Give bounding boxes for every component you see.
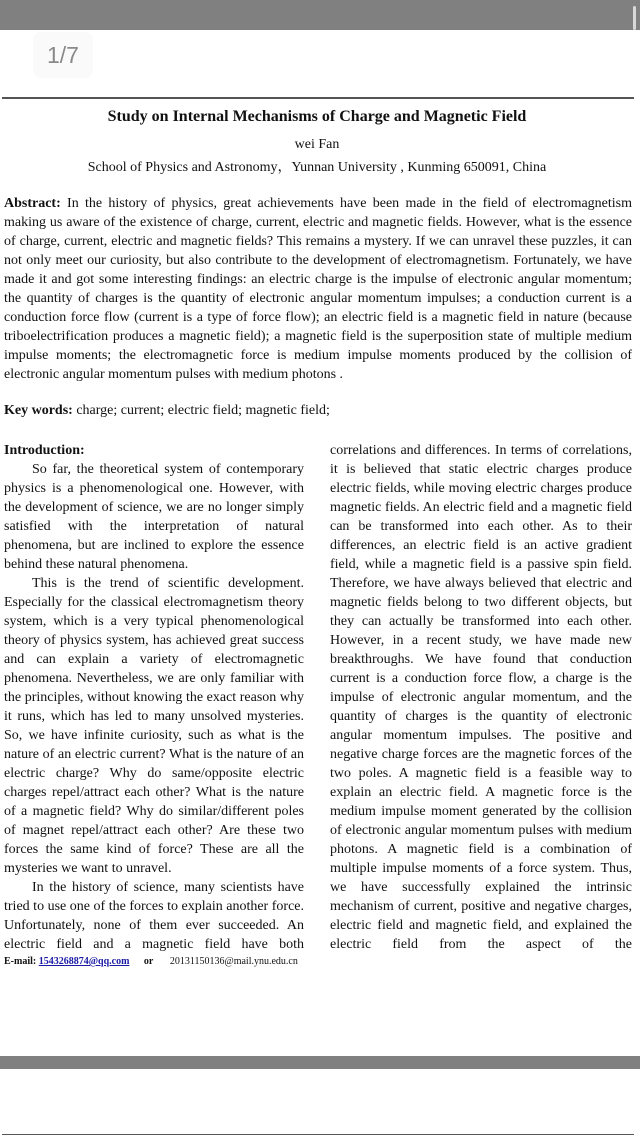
paper-author: wei Fan [294,137,340,152]
keywords-label: Key words: [4,403,73,418]
body-paragraph: So far, the theoretical system of contemporary physics is a phenomenological one. However, with the development of science, we are no longer simply satisfied with the interpretation of natural phenomena, but are inclined to explore the essence behind these natural phenomena. [4,462,304,572]
email-secondary: 20131150136@mail.ynu.edu.cn [169,956,298,967]
next-page-top-divider [2,1134,634,1135]
paper-affiliation: School of Physics and Astronomy，Yunnan University , Kunming 650091, China [87,160,547,175]
body-paragraph: This is the trend of scientific development. Especially for the classical electromagnetism theory system, which is a very typical phenomenological theory of physics system, has achieved great success and can explain a variety of electromagnetic phenomena. Nevertheless, we are only familiar with the principles, without knowing the exact reason why it runs, which has led to many unsolved mysteries. So, we have infinite curiosity, such as what is the nature of an electric current? What is the nature of an electric charge? Why do same/opposite electric charges repel/attract each other? What is the nature of a magnetic field? Why do similar/different poles of magnet repel/attract each other? Are these two forces the same kind of force? These are all the mysteries we want to unravel. [4,576,304,876]
introduction-heading: Introduction: [4,443,85,458]
page-indicator: 1/7 [33,32,93,78]
email-separator: or [143,956,154,967]
scrollbar-thumb[interactable] [633,6,636,30]
email-footnote [4,956,298,967]
page-top-divider [2,97,634,99]
page-gap-bar [0,1056,640,1069]
email-link-primary[interactable]: 1543268874@qq.com [38,956,130,967]
body-paragraph: correlations and differences. In terms of correlations, it is believed that static electric charges produce electric fields, while moving electric charges produce magnetic fields. An electric field and a magnetic field can be transformed into each other. As to their differences, an electric field is an active gradient field, while a magnetic field is a passive spin field. Therefore, we have always believed that electric and magnetic fields belong to two different objects, but they can actually be transformed into each other. However, in a recent study, we have made new breakthroughs. We have found that conduction current is a conduction force flow, a charge is the impulse of electronic angular momentum, and the quantity of charges is the quantity of electronic angular momentum impulses. The positive and negative charge forces are the magnetic forces of the two poles. A magnetic field is a feasible way to explain an electric field. A magnetic force is the medium impulse moment generated by the collision of electronic angular momentum pulses with medium photons. A magnetic field is a combination of multiple impulse moments of a force system. Thus, we have successfully explained the intrinsic mechanism of current, positive and negative charges, electric field and magnetic field, and explained the electric field from the aspect of the [330,443,632,952]
right-column [330,441,632,954]
keywords-text: charge; current; electric field; magnetic field; [72,403,330,418]
left-column [4,441,304,954]
email-label: E-mail: [4,956,37,967]
keywords [4,403,632,419]
paper-title: Study on Internal Mechanisms of Charge and Magnetic Field [107,108,527,125]
viewer-top-bar [0,0,640,30]
body-paragraph: In the history of science, many scientists have tried to use one of the forces to explain another force. Unfortunately, none of them ever succeeded. An electric field and a magnetic field have both [4,880,304,952]
abstract [4,194,632,384]
abstract-text: In the history of physics, great achievements have been made in the field of electromagnetism making us aware of the existence of charge, current, electric and magnetic fields. However, what is the essence of charge, current, electric and magnetic fields? This remains a mystery. If we can unravel these puzzles, it can not only meet our curiosity, but also contribute to the development of electromagnetism. Fortunately, we have made it and got some interesting findings: an electric charge is the impulse of electronic angular momentum; the quantity of charges is the quantity of electronic angular momentum impulses; a conduction current is a conduction force flow (current is a type of force flow); an electric field is a magnetic field in nature (because triboelectrification produces a magnetic field); a magnetic field is the superposition state of multiple medium impulse moments; the electromagnetic force is medium impulse moments produced by the collision of electronic angular momentum pulses with medium photons . [4,196,632,382]
abstract-label: Abstract: [4,196,61,211]
